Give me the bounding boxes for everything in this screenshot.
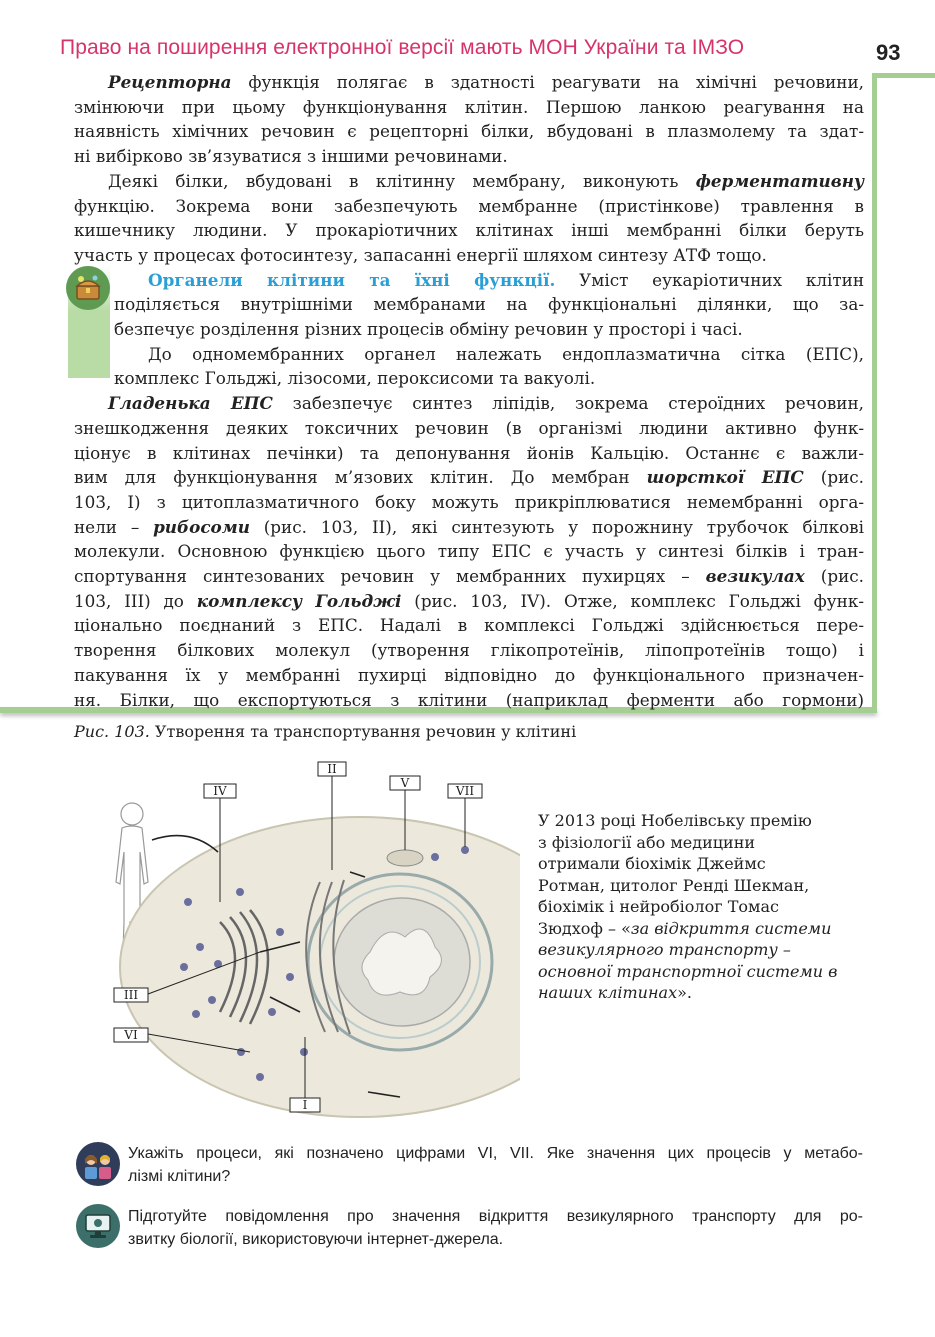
figure-caption <box>74 722 576 741</box>
text-line: участь у процесах фотосинтезу, запасанні енергії шляхом синтезу АТФ тощо. <box>74 244 767 265</box>
note-line: біохімік і нейробіолог Томас <box>538 897 779 916</box>
section-organelles <box>74 268 864 293</box>
rights-notice: Право на поширення електронної версії мають МОН України та ІМЗО <box>60 36 745 59</box>
frame-border-right <box>872 73 877 713</box>
paragraph-receptor <box>74 70 864 95</box>
paragraph-er <box>74 391 864 416</box>
task-line: Підготуйте повідомлення про значення відкриття везикулярного транспорту для ро- <box>128 1208 863 1225</box>
term: Рецепторна <box>108 72 232 92</box>
text-line: ціонує в клітинах печінки) та депонування йонів Кальцію. Останнє є важли- <box>74 442 864 463</box>
task-line: Укажіть процеси, які позначено цифрами VI, VII. Яке значення цих процесів у метабо- <box>128 1145 863 1162</box>
text-line: творення білкових молекул (утворення глікопротеїнів, ліпопротеїнів тощо) і <box>74 640 864 661</box>
label-vii: VII <box>455 784 475 798</box>
vacuole <box>387 850 423 866</box>
paragraph-enzyme <box>74 169 864 194</box>
note-line: основної транспортної системи в <box>538 961 838 981</box>
students-icon <box>76 1142 120 1186</box>
text-line: безпечує розділення різних процесів обміну речовин у просторі і часі. <box>114 319 743 340</box>
task-report <box>128 1205 863 1251</box>
text-line: молекули. Основною функцією цього типу ЕПС є участь у синтезі білків і тран- <box>74 541 864 562</box>
label-i: I <box>302 1098 308 1112</box>
text-line: кишечнику людини. У прокаріотичних клітинах інші мембранні білки беруть <box>74 220 864 241</box>
text: забезпечує синтез ліпідів, зокрема стероїдних речовин, <box>272 393 864 414</box>
label-ii: II <box>327 762 337 776</box>
text: Деякі білки, вбудовані в клітинну мембрану, виконують <box>108 170 696 191</box>
text: Уміст еукаріотичних клітин <box>555 269 865 290</box>
note-line: з фізіології або медицини <box>538 832 756 852</box>
term: ферментативну <box>695 170 864 191</box>
term: Гладенька ЕПС <box>108 393 273 414</box>
cell-diagram <box>100 752 520 1126</box>
text: функція полягає в здатності реагувати на хімічні речовини, <box>231 72 864 92</box>
text-line: змінюючи при цьому функціонування клітин. Першою ланкою реагування на <box>74 96 864 117</box>
text-line: наявність хімічних речовин є рецепторні білки, вбудовані в плазмолему та здат- <box>74 121 864 142</box>
task-processes <box>128 1142 863 1188</box>
note-line: отримали біохімік Джеймс <box>538 854 766 873</box>
text-line: знешкодження деяких токсичних речовин (в організмі людини активно функ- <box>74 417 864 438</box>
text-line: 103, I) з цитоплазматичного боку можуть прикріплюватися немембранні орга- <box>74 491 864 512</box>
text-line: пакування їх у мембранні пухирці відповідно до функціонального призначен- <box>74 664 864 685</box>
text-line: вим для функціонування м’язових клітин. До мембран шорсткої ЕПС (рис. <box>74 467 864 488</box>
text-line: 103, III) до комплексу Гольджі (рис. 103, IV). Отже, комплекс Гольджі функ- <box>74 590 864 611</box>
note-line: наших клітинах». <box>538 983 692 1002</box>
label-vi: VI <box>124 1028 138 1042</box>
task-line: звитку біології, використовуючи інтернет-джерела. <box>128 1231 504 1248</box>
main-text <box>74 70 864 712</box>
page-number: 93 <box>876 40 901 65</box>
label-v: V <box>400 776 410 790</box>
note-line: Ротман, цитолог Ренді Шекман, <box>538 875 810 895</box>
note-line: Зюдхоф – «за відкриття системи <box>538 918 832 938</box>
nobel-note <box>538 810 878 1004</box>
text-line: ня. Білки, що експортуються з клітини (наприклад ферменти або гормони) <box>74 689 864 710</box>
figure-number: Рис. 103. <box>74 722 150 741</box>
text-line: ні вибірково зв’язуватися з іншими речовинами. <box>74 146 508 167</box>
caption-text: Утворення та транспортування речовин у клітині <box>149 722 577 741</box>
text-line: спортування синтезованих речовин у мембранних пухирцях – везикулах (рис. <box>74 566 864 587</box>
text-line: комплекс Гольджі, лізосоми, пероксисоми та вакуолі. <box>114 368 596 389</box>
section-title: Органели клітини та їхні функції. <box>148 269 556 290</box>
note-line: У 2013 році Нобелівську премію <box>538 811 812 830</box>
computer-icon <box>76 1204 120 1248</box>
text-line: нели – рибосоми (рис. 103, II), які синтезують у порожнину трубочок білкові <box>74 516 864 537</box>
task-line: лізмі клітини? <box>128 1168 231 1185</box>
label-iv: IV <box>213 784 227 798</box>
text-line: функцію. Зокрема вони забезпечують мембранне (пристінкове) травлення в <box>74 195 864 216</box>
text-line: поділяється внутрішніми мембранами на функціональні ділянки, що за- <box>114 294 864 315</box>
paragraph-single-membrane: До одномембранних органел належать ендоплазматична сітка (ЕПС), <box>148 343 864 364</box>
frame-border-top <box>872 73 935 78</box>
note-line: везикулярного транспорту – <box>538 940 791 959</box>
text-line: ціонально поєднаний з ЕПС. Надалі в комплексі Гольджі здійснюється пере- <box>74 615 864 636</box>
label-iii: III <box>123 988 139 1002</box>
